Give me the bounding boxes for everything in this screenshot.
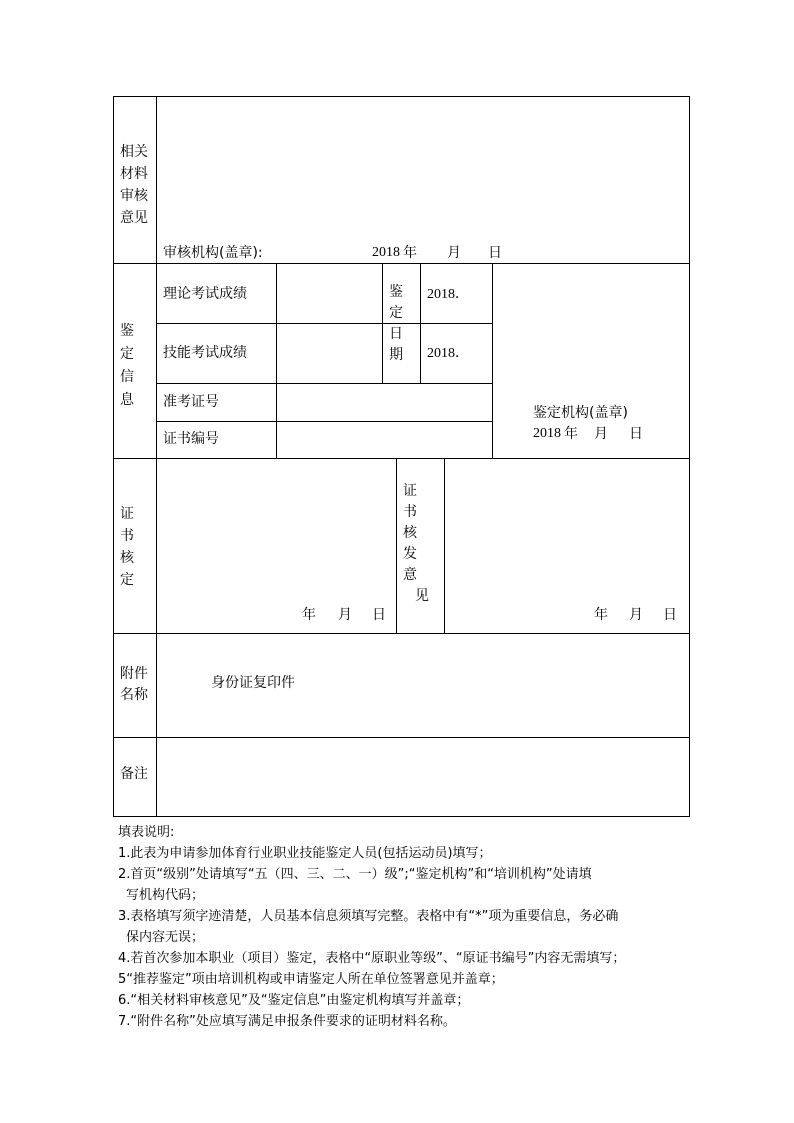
certificate-issue-day: 日 [663, 607, 677, 623]
appraisal-col-divider [382, 263, 383, 383]
table-border-bottom [113, 816, 690, 817]
skill-exam-date[interactable]: 2018． [427, 346, 469, 361]
review-label-line: 审核 [120, 188, 148, 204]
appraisal-agency-stamp-label: 鉴定机构(盖章) [533, 405, 628, 421]
instruction-item: 7.“附件名称”处应填写满足申报条件要求的证明材料名称。 [118, 1014, 456, 1029]
appraisal-date-label-char: 期 [389, 347, 403, 363]
theory-exam-date[interactable]: 2018． [427, 287, 469, 302]
attachment-label [120, 664, 148, 706]
review-label-line: 意见 [120, 210, 148, 226]
certificate-verify-label-char: 核 [120, 550, 134, 566]
appraisal-col-divider [492, 263, 493, 458]
appraisal-date-label-char: 定 [389, 305, 403, 321]
appraisal-date-day: 日 [629, 426, 643, 442]
skill-score-field[interactable] [277, 324, 382, 383]
certificate-verify-year: 年 [302, 607, 316, 623]
instruction-item: 3.表格填写须字迹清楚，人员基本信息须填写完整。表格中有“*”项为重要信息，务必确 [118, 909, 619, 924]
certificate-issue-label-char: 见 [415, 588, 429, 604]
instruction-item-continued: 保内容无误； [126, 930, 205, 945]
review-section-label [120, 141, 148, 229]
certificate-verify-day: 日 [372, 607, 386, 623]
table-row-divider [113, 633, 690, 634]
form-instructions [118, 822, 625, 1032]
certificate-verify-label-char: 书 [120, 528, 134, 544]
remarks-label: 备注 [120, 766, 148, 782]
appraisal-date-year: 2018 [533, 426, 561, 441]
instruction-item: 1.此表为申请参加体育行业职业技能鉴定人员(包括运动员)填写； [118, 846, 492, 861]
appraisal-label-char: 定 [120, 346, 134, 362]
review-date-year-suffix: 年 [403, 245, 417, 261]
appraisal-section-label [118, 320, 136, 412]
review-date-year: 2018 [372, 245, 400, 260]
exam-number-label: 准考证号 [163, 394, 219, 410]
appraisal-date-label-char: 鉴 [389, 284, 403, 300]
certificate-col-divider [396, 458, 397, 633]
instruction-item: 6.“相关材料审核意见”及“鉴定信息”由鉴定机构填写并盖章； [118, 993, 470, 1008]
review-date-month: 月 [447, 245, 461, 261]
instructions-title: 填表说明: [118, 825, 175, 840]
remarks-field[interactable] [157, 738, 689, 816]
certificate-issue-label-char: 核 [403, 525, 417, 541]
appraisal-date-year-suffix: 年 [564, 426, 578, 442]
instruction-item: 4.若首次参加本职业（项目）鉴定，表格中“原职业等级”、“原证书编号”内容无需填写； [118, 951, 626, 966]
attachment-label-line: 名称 [120, 687, 148, 703]
certificate-verify-month: 月 [338, 607, 352, 623]
review-opinion-field[interactable] [157, 97, 689, 237]
attachment-label-line: 附件 [120, 666, 148, 682]
table-border-left [113, 96, 114, 817]
review-agency-stamp-label: 审核机构(盖章): [163, 245, 263, 261]
review-label-line: 相关 [120, 144, 148, 160]
review-label-line: 材料 [120, 166, 148, 182]
certificate-issue-label-char: 书 [403, 504, 417, 520]
instruction-item-continued: 写机构代码； [126, 888, 205, 903]
certificate-issue-field[interactable] [445, 459, 689, 599]
certificate-verify-label-char: 证 [120, 506, 134, 522]
certificate-verify-label-char: 定 [120, 572, 134, 588]
appraisal-label-char: 信 [120, 369, 134, 385]
certificate-issue-month: 月 [629, 607, 643, 623]
skill-score-label: 技能考试成绩 [163, 345, 247, 361]
certificate-verify-field[interactable] [157, 459, 396, 599]
certificate-number-field[interactable] [277, 422, 492, 458]
certificate-issue-label-char: 发 [403, 546, 417, 562]
attachment-name-value[interactable]: 身份证复印件 [211, 675, 295, 691]
appraisal-date-label-char: 日 [389, 326, 403, 342]
theory-score-field[interactable] [277, 264, 382, 323]
appraisal-col-divider [420, 263, 421, 383]
appraisal-date-month: 月 [594, 426, 608, 442]
certificate-issue-label-char: 证 [403, 483, 417, 499]
appraisal-label-char: 鉴 [120, 323, 134, 339]
certificate-issue-label [401, 481, 429, 607]
appraisal-date-label [387, 282, 405, 366]
certificate-verify-label [118, 503, 136, 591]
certificate-issue-year: 年 [594, 607, 608, 623]
certificate-number-label: 证书编号 [163, 431, 219, 447]
instruction-item: 5“推荐鉴定”项由培训机构或申请鉴定人所在单位签署意见并盖章； [118, 972, 504, 987]
certificate-issue-label-char: 意 [403, 567, 417, 583]
theory-score-label: 理论考试成绩 [163, 286, 247, 302]
table-border-right [689, 96, 690, 817]
review-date-day: 日 [488, 245, 502, 261]
table-row-divider [113, 263, 690, 264]
appraisal-label-char: 息 [120, 392, 134, 408]
instruction-item: 2.首页“级别”处请填写“五（四、三、二、一）级”;“鉴定机构”和“培训机构”处请填 [118, 867, 592, 882]
exam-number-field[interactable] [277, 384, 492, 421]
